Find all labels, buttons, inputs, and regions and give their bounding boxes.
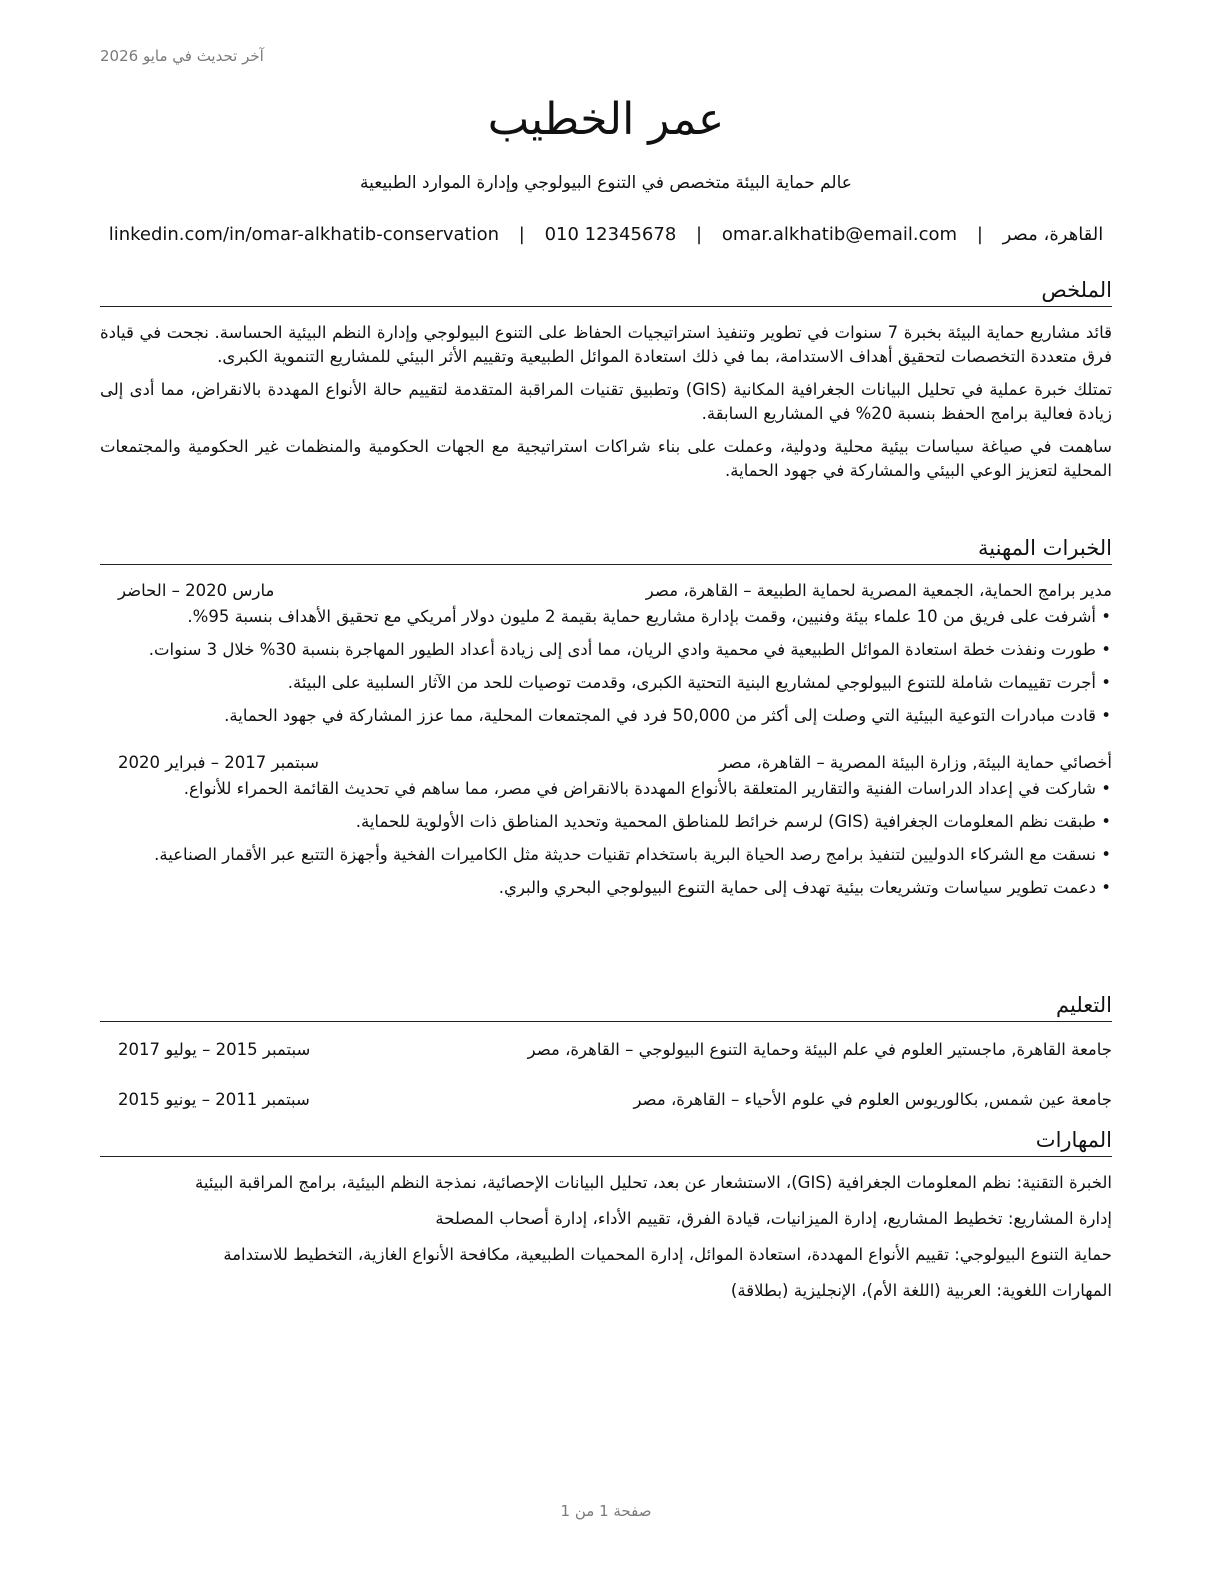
skills-section [100,1126,1112,1303]
contact-separator: | [696,224,703,245]
contact-linkedin-link[interactable]: linkedin.com/in/omar-alkhatib-conservation [108,224,500,245]
job-entry [100,579,1112,728]
job-bullet: • شاركت في إعداد الدراسات الفنية والتقارير المتعلقة بالأنواع المهددة بالانقراض في مصر، مما ساهم في تحديث القائمة الحمراء للأنواع. [100,777,1096,801]
contact-separator: | [518,224,525,245]
job-header [100,579,1112,603]
experience-section [100,534,1112,909]
skill-line: إدارة المشاريع: تخطيط المشاريع، إدارة الميزانيات، قيادة الفرق، تقييم الأداء، إدارة أصحاب المصلحة [435,1209,1112,1228]
education-dates: سبتمبر 2011 – يونيو 2015 [118,1090,310,1109]
summary-paragraph: ساهمت في صياغة سياسات بيئية محلية ودولية، وعملت على بناء شراكات استراتيجية مع الجهات الحكومية والمنظمات غير الحكومية والمجتمعات المحلية لتعزيز الوعي البيئي والمشاركة في جهود الحماية. [100,437,1112,480]
contact-email-link[interactable]: omar.alkhatib@email.com [721,224,958,245]
job-bullets [100,777,1112,900]
last-updated-text: آخر تحديث في مايو 2026 [100,47,264,65]
job-bullets [100,605,1112,728]
job-bullet: • طبقت نظم المعلومات الجغرافية (GIS) لرسم خرائط للمناطق المحمية وتحديد المناطق ذات الأولوية للحماية. [100,810,1096,834]
education-section [100,991,1112,1112]
contact-line [100,222,1112,248]
job-role: أخصائي حماية البيئة, وزارة البيئة المصرية – القاهرة، مصر [718,753,1112,772]
section-title-education: التعليم [100,991,1112,1022]
summary-paragraph: قائد مشاريع حماية البيئة بخبرة 7 سنوات في تطوير وتنفيذ استراتيجيات الحفاظ على التنوع البيولوجي وإدارة النظم البيئية الحساسة. نجحت في قيادة فرق متعددة التخصصات لتحقيق أهداف الاستدامة، بما في ذلك استعادة الموائل الطبيعية وتقييم الأثر البيئي للمشاريع التنموية الكبرى. [100,323,1112,366]
section-title-summary: الملخص [100,276,1112,307]
resume-page [100,0,1112,1584]
skill-line: المهارات اللغوية: العربية (اللغة الأم)، الإنجليزية (بطلاقة) [730,1281,1112,1300]
job-bullet: • دعمت تطوير سياسات وتشريعات بيئية تهدف إلى حماية التنوع البيولوجي البحري والبري. [100,876,1096,900]
contact-separator: | [976,224,983,245]
contact-phone: 010 12345678 [544,224,677,245]
job-bullet: • أشرفت على فريق من 10 علماء بيئة وفنيين، وقمت بإدارة مشاريع حماية بقيمة 2 مليون دولار أمريكي مع تحقيق الأهداف بنسبة 95%. [100,605,1096,629]
job-dates: مارس 2020 – الحاضر [118,581,275,600]
contact-location: القاهرة، مصر [1002,224,1104,245]
education-dates: سبتمبر 2015 – يوليو 2017 [118,1040,311,1059]
education-degree: جامعة القاهرة, ماجستير العلوم في علم البيئة وحماية التنوع البيولوجي – القاهرة، مصر [527,1040,1112,1059]
summary-section [100,276,1112,483]
summary-paragraph: تمتلك خبرة عملية في تحليل البيانات الجغرافية المكانية (GIS) وتطبيق تقنيات المراقبة المتقدمة لتقييم حالة الأنواع المهددة بالانقراض، مما أدى إلى زيادة فعالية برامج الحفظ بنسبة 20% في المشاريع السابقة. [100,380,1112,423]
page-number: صفحة 1 من 1 [560,1502,652,1520]
job-bullet: • أجرت تقييمات شاملة للتنوع البيولوجي لمشاريع البنية التحتية الكبرى، وقدمت توصيات للحد من الآثار السلبية على البيئة. [100,671,1096,695]
education-item [100,1038,1112,1062]
education-item [100,1088,1112,1112]
candidate-tagline: عالم حماية البيئة متخصص في التنوع البيولوجي وإدارة الموارد الطبيعية [360,173,852,193]
job-role: مدير برامج الحماية، الجمعية المصرية لحماية الطبيعة – القاهرة، مصر [645,581,1112,600]
job-entry [100,751,1112,900]
job-dates: سبتمبر 2017 – فبراير 2020 [118,753,319,772]
education-degree: جامعة عين شمس, بكالوريوس العلوم في علوم الأحياء – القاهرة، مصر [633,1090,1112,1109]
section-title-skills: المهارات [100,1126,1112,1157]
job-bullet: • قادت مبادرات التوعية البيئية التي وصلت إلى أكثر من 50,000 فرد في المجتمعات المحلية، مما عزز المشاركة في جهود الحماية. [100,704,1096,728]
skill-line: حماية التنوع البيولوجي: تقييم الأنواع المهددة، استعادة الموائل، إدارة المحميات الطبيعية، مكافحة الأنواع الغازية، التخطيط للاستدامة [223,1245,1112,1264]
job-header [100,751,1112,775]
skill-line: الخبرة التقنية: نظم المعلومات الجغرافية (GIS)، الاستشعار عن بعد، تحليل البيانات الإحصائية، نمذجة النظم البيئية، برامج المراقبة البيئية [195,1173,1112,1192]
job-bullet: • نسقت مع الشركاء الدوليين لتنفيذ برامج رصد الحياة البرية باستخدام تقنيات حديثة مثل الكاميرات الفخية وأجهزة التتبع عبر الأقمار الصناعية. [100,843,1096,867]
section-title-experience: الخبرات المهنية [100,534,1112,565]
candidate-name: عمر الخطيب [487,94,725,145]
job-bullet: • طورت ونفذت خطة استعادة الموائل الطبيعية في محمية وادي الريان، مما أدى إلى زيادة أعداد الطيور المهاجرة بنسبة 30% خلال 3 سنوات. [100,638,1096,662]
